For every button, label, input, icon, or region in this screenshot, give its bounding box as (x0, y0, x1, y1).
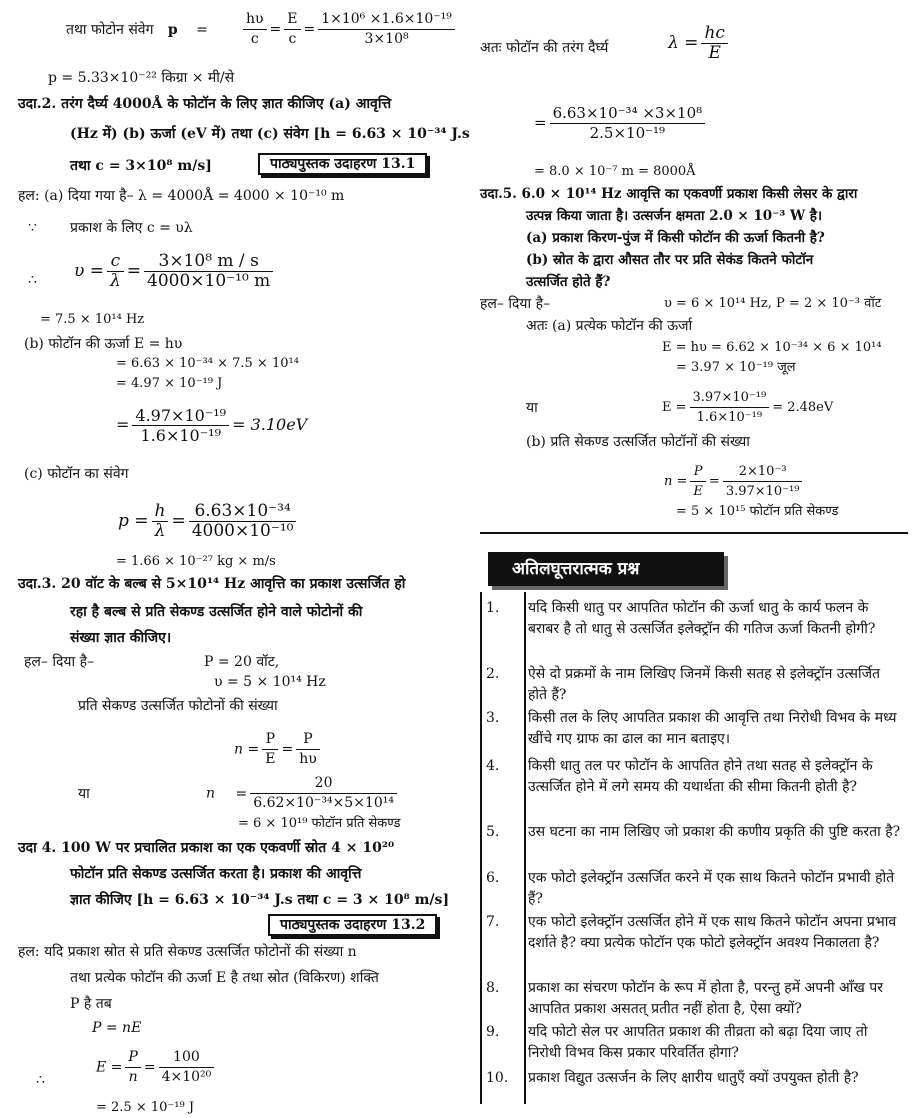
photon-count-equation: n = $\frac{P}{E}$ = $\frac{\text{2×10⁻³}}{\text{3.97×10⁻¹⁹}}$ (664, 462, 805, 501)
or-label-5: या (526, 400, 538, 416)
fraction: $\frac{c}{\lambda}$ (107, 252, 124, 291)
question-number: 8. (486, 980, 500, 996)
wavelength-label: अतः फोटॉन की तरंग दैर्घ्य (480, 40, 609, 56)
example-2-line1: उदा.2. तरंग दैर्घ्य 4000Å के फोटॉन के लिए ज्ञात कीजिए (a) आवृत्ति (18, 96, 392, 112)
solution-4-line3: P है तब (70, 996, 112, 1012)
question-number: 5. (486, 824, 500, 840)
energy-result: = 2.5 × 10⁻¹⁹ J (96, 1100, 195, 1115)
given-power: P = 20 वॉट, (204, 654, 280, 670)
example-3-line2: रहा है बल्ब से प्रति सेकण्ड उत्सर्जित होने वाले फोटोनों की (70, 604, 363, 620)
example-3-line1: उदा.3. 20 वॉट के बल्ब से 5×10¹⁴ Hz आवृत्ति का प्रकाश उत्सर्जित हो (18, 576, 406, 592)
fraction: $\frac{\text{1×10⁶ ×1.6×10⁻¹⁹}}{\text{3×10⁸}}$ (318, 10, 455, 49)
energy-step2: = 4.97 × 10⁻¹⁹ J (116, 376, 223, 391)
therefore-symbol: ∴ (28, 272, 37, 288)
count-substitution: n = $\frac{20}{\text{6.62×10⁻³⁴×5×10¹⁴}}$ (206, 774, 400, 813)
momentum-line: तथा फोटोन संवेग p = (66, 22, 208, 38)
momentum-equation: p = $\frac{h}{\lambda}$ = $\frac{\text{6.63×10⁻³⁴}}{\text{4000×10⁻¹⁰}}$ (118, 502, 299, 541)
count-result: = 6 × 10¹⁹ फोटॉन प्रति सेकण्ड (238, 816, 401, 831)
textbook-example-badge-2: पाठ्यपुस्तक उदाहरण 13.2 (268, 914, 437, 936)
photon-count-result: = 5 × 10¹⁵ फोटॉन प्रति सेकण्ड (676, 504, 839, 519)
fraction: $\frac{\text{3.97×10⁻¹⁹}}{\text{1.6×10⁻¹⁹}}$ (690, 388, 770, 427)
example-3-line3: संख्या ज्ञात कीजिए। (70, 630, 172, 646)
power-relation: P = nE (92, 1020, 142, 1036)
example-5-line4: (b) स्रोत के द्वारा औसत तौर पर प्रति सेकंड कितने फोटॉन (526, 252, 814, 268)
example-4-line2: फोटॉन प्रति सेकण्ड उत्सर्जित करता है। प्रकाश की आवृत्ति (70, 866, 362, 882)
fraction: $\frac{P}{n}$ (125, 1048, 140, 1087)
question-number: 3. (486, 710, 500, 726)
fraction: $\frac{h\upsilon}{c}$ (243, 10, 267, 49)
question-text: एक फोटो इलेक्ट्रॉन उत्सर्जित होने में एक साथ कितने फोटॉन अपना प्रभाव दर्शाते है? क्या प्रत्येक फोटॉन एक फोटो इलेक्ट्रॉन अवश्य निकालता है? (528, 914, 897, 951)
momentum-value: = 1.66 × 10⁻²⁷ kg × m/s (116, 554, 276, 569)
question-number: 2. (486, 666, 500, 682)
question-text: प्रकाश का संचरण फोटॉन के रूप में होता है, परन्तु हमें अपनी आँख पर आपतित प्रकाश असतत् प्रतीत नहीं होता है, ऐसा क्यों? (528, 980, 883, 1017)
given-frequency: υ = 5 × 10¹⁴ Hz (214, 674, 326, 690)
question-text: उस घटना का नाम लिखिए जो प्रकाश की कणीय प्रकृति की पुष्टि करता है? (528, 824, 901, 840)
example-5-line3: (a) प्रकाश किरण-पुंज में किसी फोटॉन की ऊर्जा कितनी है? (526, 230, 825, 246)
photon-energy-step1: E = hυ = 6.62 × 10⁻³⁴ × 6 × 10¹⁴ (662, 340, 882, 355)
given-values-5: υ = 6 × 10¹⁴ Hz, P = 2 × 10⁻³ वॉट (664, 296, 882, 311)
example-2-line2: (Hz में) (b) ऊर्जा (eV में) तथा (c) संवेग [h = 6.63 × 10⁻³⁴ J.s (70, 126, 470, 142)
fraction: $\frac{20}{\text{6.62×10⁻³⁴×5×10¹⁴}}$ (250, 774, 397, 813)
fraction: $\frac{\text{6.63×10⁻³⁴ ×3×10⁸}}{\text{2.5×10⁻¹⁹}}$ (550, 104, 706, 143)
fraction: $\frac{P}{h\upsilon}$ (296, 730, 320, 769)
photon-energy-ev: E = $\frac{\text{3.97×10⁻¹⁹}}{\text{1.6×10⁻¹⁹}}$ = 2.48eV (662, 390, 834, 425)
since-symbol: ∵ (28, 220, 37, 236)
question-number: 10. (486, 1070, 509, 1086)
question-number: 4. (486, 758, 500, 774)
example-5-line2: उत्पन्न किया जाता है। उत्सर्जन क्षमता 2.0 × 10⁻³ W है। (526, 208, 823, 224)
question-text: किसी धातु तल पर फोटॉन के आपतित होने तथा सतह से इलेक्ट्रॉन के उत्सर्जित होने में लगे समय की यथार्थता की सीमा कितनी होती है? (528, 758, 873, 795)
therefore-symbol-2: ∴ (36, 1072, 45, 1088)
question-number: 9. (486, 1024, 500, 1040)
question-text: प्रकाश विद्युत उत्सर्जन के लिए क्षारीय धातुएँ क्यों उपयुक्त होती है? (528, 1070, 859, 1086)
fraction: $\frac{\text{4.97×10⁻¹⁹}}{\text{1.6×10⁻¹⁹}}$ (132, 406, 229, 445)
questions-heading: अतिलघूत्तरात्मक प्रश्न (488, 552, 724, 586)
frequency-equation: υ = $\frac{c}{\lambda}$ = $\frac{\text{3×10⁸ m / s}}{\text{4000×10⁻¹⁰ m}}$ (74, 252, 276, 291)
energy-step1: = 6.63 × 10⁻³⁴ × 7.5 × 10¹⁴ (116, 356, 299, 371)
example-5-line5: उत्सर्जित होते हैं? (526, 274, 611, 290)
momentum-label: (c) फोटॉन का संवेग (24, 466, 129, 482)
light-relation: प्रकाश के लिए c = υλ (70, 220, 193, 236)
solution-4-line1: हल: यदि प्रकाश स्रोत से प्रति सेकण्ड उत्सर्जित फोटोनों की संख्या n (18, 944, 357, 960)
momentum-fractions: $\frac{h\upsilon}{c}$ = $\frac{E}{c}$ = $\frac{\text{1×10⁶ ×1.6×10⁻¹⁹}}{\text{3×10⁸}}$ (240, 10, 458, 49)
question-text: एक फोटो इलेक्ट्रॉन उत्सर्जित करने में एक साथ कितने फोटॉन प्रभावी होते हैं? (528, 870, 895, 907)
energy-equation: E = $\frac{P}{n}$ = $\frac{100}{\text{4×10²⁰}}$ (96, 1048, 217, 1087)
photons-per-second-label: प्रति सेकण्ड उत्सर्जित फोटोनों की संख्या (78, 698, 278, 714)
question-number: 7. (486, 914, 500, 930)
frequency-result: = 7.5 × 10¹⁴ Hz (40, 312, 145, 327)
example-4-line1: उदा 4. 100 W पर प्रचालित प्रकाश का एक एकवर्णी स्रोत 4 × 10²⁰ (18, 840, 395, 856)
momentum-result: p = 5.33×10⁻²² किग्रा × मी/से (48, 70, 235, 86)
question-text: यदि फोटो सेल पर आपतित प्रकाश की तीव्रता को बढ़ा दिया जाए तो निरोधी विभव किस प्रकार परिवर्तित होगा? (528, 1024, 868, 1061)
fraction: $\frac{E}{c}$ (284, 10, 300, 49)
wavelength-substitution: = $\frac{\text{6.63×10⁻³⁴ ×3×10⁸}}{\text{2.5×10⁻¹⁹}}$ (534, 104, 708, 143)
textbook-example-badge: पाठ्यपुस्तक उदाहरण 13.1 (258, 153, 427, 175)
energy-ev: = $\frac{\text{4.97×10⁻¹⁹}}{\text{1.6×10⁻¹⁹}}$ = 3.10eV (116, 406, 308, 445)
count-equation: n = $\frac{P}{E}$ = $\frac{P}{h\upsilon}$ (234, 730, 323, 769)
example-4-line3: ज्ञात कीजिए [h = 6.63 × 10⁻³⁴ J.s तथा c = 3 × 10⁸ m/s] (70, 892, 450, 908)
fraction: $\frac{P}{E}$ (690, 462, 706, 501)
given-label: हल– दिया है– (24, 654, 95, 670)
photon-energy-step2: = 3.97 × 10⁻¹⁹ जूल (676, 360, 796, 375)
question-text: ऐसे दो प्रक्रमों के नाम लिखिए जिनमें किसी सतह से इलेक्ट्रॉन उत्सर्जित होते हैं? (528, 666, 880, 703)
given-label-5: हल– दिया है– (480, 296, 551, 312)
wavelength-result: = 8.0 × 10⁻⁷ m = 8000Å (534, 164, 696, 179)
example-5-line1: उदा.5. 6.0 × 10¹⁴ Hz आवृत्ति का एकवर्णी प्रकाश किसी लेसर के द्वारा (480, 186, 858, 202)
solution-a: हल: (a) दिया गया है– λ = 4000Å = 4000 × 10⁻¹⁰ m (18, 188, 345, 204)
photon-count-label: (b) प्रति सेकण्ड उत्सर्जित फोटॉनों की संख्या (526, 434, 750, 450)
fraction: $\frac{P}{E}$ (262, 730, 278, 769)
fraction: $\frac{h}{\lambda}$ (152, 502, 169, 541)
energy-label: (b) फोटॉन की ऊर्जा E = hυ (24, 336, 183, 352)
question-text: किसी तल के लिए आपतित प्रकाश की आवृत्ति तथा निरोधी विभव के मध्य खींचे गए ग्राफ का ढाल का मान बताइए। (528, 710, 897, 747)
question-number: 6. (486, 870, 500, 886)
section-divider (480, 532, 908, 534)
question-text: यदि किसी धातु पर आपतित फोटॉन की ऊर्जा धातु के कार्य फलन के बराबर है तो धातु से उत्सर्जित इलेक्ट्रॉन की गतिज ऊर्जा कितनी होगी? (528, 600, 876, 637)
example-2-line3: तथा c = 3×10⁸ m/s] (70, 158, 212, 174)
fraction: $\frac{\text{2×10⁻³}}{\text{3.97×10⁻¹⁹}}$ (723, 462, 803, 501)
fraction: $\frac{hc}{E}$ (701, 24, 727, 63)
solution-4-line2: तथा प्रत्येक फोटॉन की ऊर्जा E है तथा स्रोत (विकिरण) शक्ति (70, 970, 379, 986)
or-label: या (78, 786, 90, 802)
fraction: $\frac{100}{\text{4×10²⁰}}$ (159, 1048, 215, 1087)
photon-energy-label: अतः (a) प्रत्येक फोटॉन की ऊर्जा (526, 318, 693, 334)
fraction: $\frac{\text{6.63×10⁻³⁴}}{\text{4000×10⁻¹⁰}}$ (189, 502, 297, 541)
wavelength-equation: λ = $\frac{hc}{E}$ (668, 24, 731, 63)
fraction: $\frac{\text{3×10⁸ m / s}}{\text{4000×10⁻¹⁰ m}}$ (144, 252, 273, 291)
question-number: 1. (486, 600, 500, 616)
